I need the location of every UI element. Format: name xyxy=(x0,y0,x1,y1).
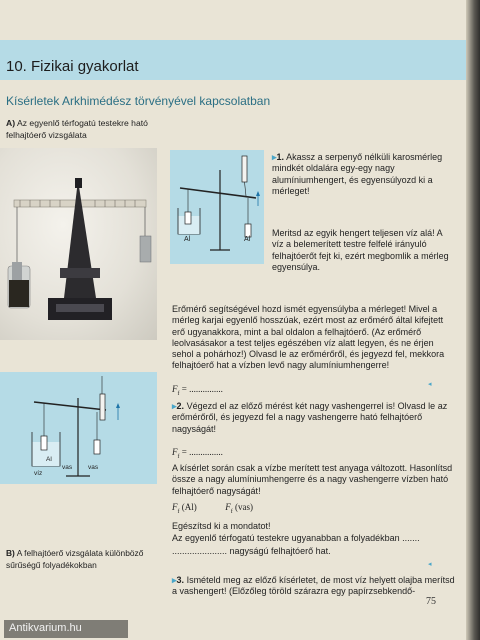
end-marker-icon: ◂ xyxy=(428,380,432,388)
exp2-comparison xyxy=(172,502,372,518)
chapter-title: 10. Fizikai gyakorlat xyxy=(6,58,139,75)
subsection-a-text: Az egyenlő térfogatú testekre ható felhajtóerő vizsgálata xyxy=(6,118,148,140)
diagram2-label-vas: vas xyxy=(62,464,73,471)
exp2-cmp-right-symbol: F xyxy=(225,502,231,512)
diagram1-label-right: Al xyxy=(244,236,251,243)
end-marker-icon: ◂ xyxy=(428,560,432,568)
exp1-formula-sub: f xyxy=(177,390,180,397)
page-number: 75 xyxy=(426,596,436,607)
watermark-label: Antikvarium.hu xyxy=(4,620,128,638)
exp2-cmp-right-rest: (vas) xyxy=(232,502,253,512)
diagram2-label-al: Al xyxy=(46,456,52,463)
exp2-number: 2. xyxy=(176,401,185,411)
subsection-b-text: A felhajtóerő vizsgálata különböző sűrűségű folyadékokban xyxy=(6,548,144,570)
exp2-formula-sub: f xyxy=(177,453,180,460)
section-title: Kísérletek Arkhimédész törvényével kapcsolatban xyxy=(6,94,271,108)
exp2-cmp-left-rest: (Al) xyxy=(179,502,197,512)
exp1-p2: Meritsd az egyik hengert teljesen víz alá! A víz a belemerített testre felfelé irányuló felhajtóerőt fejt ki, ezért megbomlik a mérleg egyensúlya. xyxy=(272,228,449,272)
exp2-formula-symbol: F xyxy=(172,447,178,457)
exp2-p1: Végezd el az előző mérést két nagy vashengerrel is! Olvasd le az erőmérőről, és jegyezd fel a nagy vashengerre ható felhajtóerő nagyságát! xyxy=(172,401,448,434)
balance-diagram-2-drawing xyxy=(0,372,157,484)
exp2-cmp-left-symbol: F xyxy=(172,502,178,512)
arrow-icon: ▸ xyxy=(172,575,177,585)
balance-diagram-1 xyxy=(170,150,264,264)
page-edge xyxy=(466,0,480,640)
exp3-intro xyxy=(172,575,456,598)
exp1-number: 1. xyxy=(276,152,285,162)
diagram1-label-left: Al xyxy=(184,236,191,243)
arrow-icon: ▸ xyxy=(172,401,177,411)
arrow-icon: ▸ xyxy=(272,152,277,162)
subsection-a-label: A) xyxy=(6,118,16,128)
exp2-formula xyxy=(172,447,372,463)
exp1-formula-symbol: F xyxy=(172,384,178,394)
exp2-cmp-right-sub: f xyxy=(230,508,233,515)
exp1-formula xyxy=(172,384,372,400)
exp3-p1: Ismételd meg az előző kísérletet, de most víz helyett olajba merítsd a vashengert! (Előzőleg töröld szárazra egy papírzsebkendő- xyxy=(172,575,455,597)
exp2-p4: Az egyenlő térfogatú testekre ugyanabban a folyadékban ....... xyxy=(172,533,420,543)
diagram2-label-water: víz xyxy=(34,470,43,477)
diagram2-label-vas2: vas xyxy=(88,464,99,471)
balance-photo-illustration xyxy=(0,148,157,340)
exp2-cmp-left-sub: f xyxy=(177,508,180,515)
balance-diagram-1-drawing xyxy=(170,150,264,264)
exp2-p3: Egészítsd ki a mondatot! xyxy=(172,521,271,531)
exp1-p3: Erőmérő segítségével hozd ismét egyensúlyba a mérleget! Mivel a mérleg karjai egyenlő hosszúak, ezért most az erőmérő által kifejtett erő ugyanakkora, mint a bal oldalon a felhajtóerő. (Az erőmérő leolvasásakor a test teljes egészében víz alatt legyen, és ne érjen sehol a pohárhoz!) Olvasd le az erőmérőről, és jegyezd fel, mekkora felhajtóerő hat a vízben levő nagy alumíniumhengerre! xyxy=(172,304,445,371)
exp2-formula-blank: = ............... xyxy=(179,447,223,457)
exp1-formula-blank: = ............... xyxy=(179,384,223,394)
subsection-b xyxy=(6,548,164,571)
exp3-number: 3. xyxy=(176,575,185,585)
balance-diagram-2 xyxy=(0,372,157,484)
exp2-intro xyxy=(172,401,456,435)
exp2-p2: A kísérlet során csak a vízbe merített test anyaga változott. Hasonlítsd össze a nagy alumíniumhengerre és a nagy vashengerre vízben ható felhajtóerő nagyságát! xyxy=(172,463,453,496)
subsection-b-label: B) xyxy=(6,548,15,558)
exp2-p5: ...................... nagyságú felhajtóerő hat. xyxy=(172,546,331,556)
balance-photo xyxy=(0,148,157,340)
exp1-p1: Akassz a serpenyő nélküli karosmérleg mindkét oldalára egy-egy nagy alumíniumhengert, és egyensúlyozd ki a mérleget! xyxy=(272,152,443,196)
subsection-a xyxy=(6,117,164,141)
exp1-intro xyxy=(272,152,452,197)
